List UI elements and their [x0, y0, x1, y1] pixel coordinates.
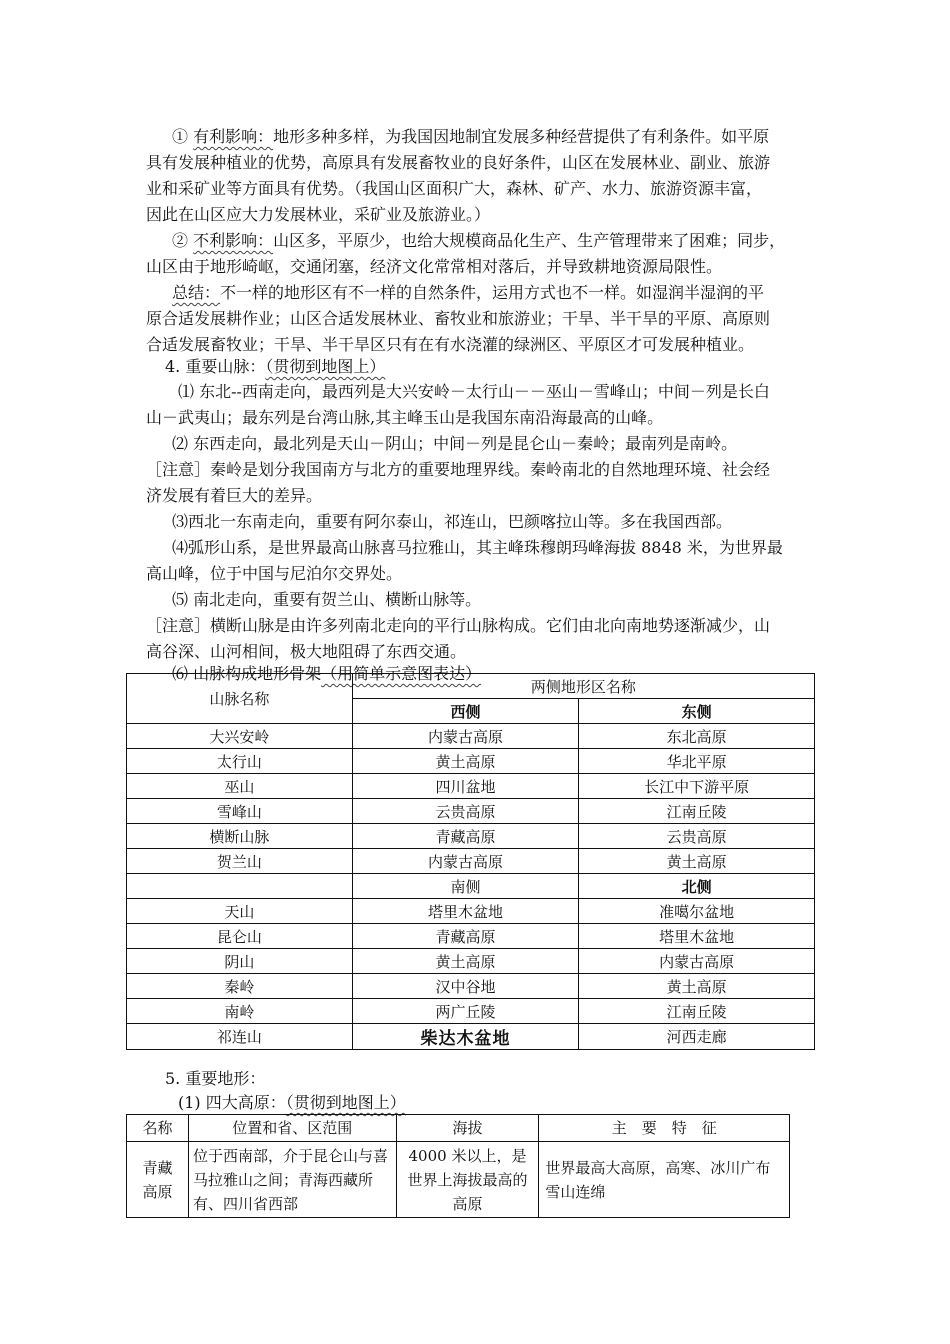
- cell-mountain: 秦岭: [127, 974, 353, 999]
- cell-side-a: 黄土高原: [352, 949, 579, 974]
- section-title: 4. 重要山脉：: [165, 357, 266, 376]
- table-row: [127, 974, 815, 999]
- cell-side-a: 青藏高原: [352, 824, 579, 849]
- table-row: [127, 1024, 815, 1050]
- para-line: [172, 229, 785, 253]
- para-line: 具有发展种植业的优势，高原具有发展畜牧业的良好条件，山区在发展林业、副业、旅游: [146, 153, 771, 172]
- mountain-table: [126, 673, 815, 1050]
- cell-side-b: 塔里木盆地: [579, 924, 815, 949]
- cell-side-b: 云贵高原: [579, 824, 815, 849]
- cell-features: 世界最高大高原，高寒、冰川广布雪山连绵: [539, 1142, 790, 1218]
- para-line-text: 不一样的地形区有不一样的自然条件，运用方式也不一样。如湿润半湿润的平: [220, 283, 765, 302]
- para-line: ⑸ 南北走向，重要有贺兰山、横断山脉等。: [172, 590, 482, 609]
- cell-altitude: 4000 米以上，是世界上海拔最高的高原: [396, 1142, 539, 1218]
- table-subheader-row: [127, 874, 815, 899]
- caption-text: ⑹ 山脉构成地形骨架: [172, 664, 322, 683]
- cell-mountain: 祁连山: [127, 1024, 353, 1050]
- cell-location: 位于西南部，介于昆仑山与喜马拉雅山之间；青海西藏所有、四川省西部: [188, 1142, 396, 1218]
- cell-mountain: 大兴安岭: [127, 724, 353, 749]
- table-row: [127, 724, 815, 749]
- table-row: [127, 899, 815, 924]
- header-west: 西侧: [352, 699, 579, 724]
- cell-side-a: 内蒙古高原: [352, 724, 579, 749]
- term-unfavorable: 不利影响：: [193, 231, 274, 250]
- table-row: [127, 999, 815, 1024]
- cell-mountain: 太行山: [127, 749, 353, 774]
- cell-side-a: 两广丘陵: [352, 999, 579, 1024]
- cell-side-a: 塔里木盆地: [352, 899, 579, 924]
- term-summary: 总结：: [172, 283, 221, 302]
- para-line: ［注意］横断山脉是由许多列南北走向的平行山脉构成。它们由北向南地势逐渐减少，山: [146, 616, 771, 635]
- table-row: [127, 799, 815, 824]
- table-header-row: [127, 674, 815, 699]
- cell-side-b: 黄土高原: [579, 974, 815, 999]
- cell-mountain: 南岭: [127, 999, 353, 1024]
- para-line: 合适发展畜牧业；干旱、半干旱区只有在有水浇灌的绿洲区、平原区才可发展种植业。: [146, 335, 755, 354]
- para-line: 高山峰，位于中国与尼泊尔交界处。: [146, 564, 403, 583]
- term-favorable: 有利影响：: [193, 127, 274, 146]
- para-line: 因此在山区应大力发展林业，采矿业及旅游业。）: [146, 205, 491, 224]
- table-row: [127, 1142, 790, 1218]
- header-east: 东侧: [579, 699, 815, 724]
- para-line: 原合适发展耕作业；山区合适发展林业、畜牧业和旅游业；干旱、半干旱的平原、高原则: [146, 309, 771, 328]
- header-sides: 两侧地形区名称: [352, 674, 814, 699]
- cell-side-a: 柴达木盆地: [352, 1024, 579, 1050]
- para-line: 山区由于地形崎岖，交通闭塞，经济文化常常相对落后，并导致耕地资源局限性。: [146, 257, 723, 276]
- table-row: [127, 849, 815, 874]
- para-line: [172, 281, 764, 305]
- cell-side-a: 汉中谷地: [352, 974, 579, 999]
- cell-side-b: 内蒙古高原: [579, 949, 815, 974]
- para-line: ⑴ 东北--西南走向，最西列是大兴安岭－太行山－－巫山－雪峰山；中间－列是长白: [178, 382, 770, 401]
- cell-empty: [127, 874, 353, 899]
- header-altitude: 海拔: [396, 1115, 539, 1142]
- table-row: [127, 824, 815, 849]
- table-row: [127, 924, 815, 949]
- cell-side-b: 江南丘陵: [579, 799, 815, 824]
- cell-plateau-name: 青藏高原: [127, 1142, 189, 1218]
- para-line: [172, 125, 769, 149]
- para-line: 高谷深、山河相间，极大地阻碍了东西交通。: [146, 642, 467, 661]
- table-row: [127, 774, 815, 799]
- para-line-num: ①: [172, 127, 194, 146]
- section-heading: [165, 355, 385, 379]
- header-features: 主 要 特 征: [539, 1115, 790, 1142]
- header-south: 南侧: [352, 874, 579, 899]
- cell-mountain: 贺兰山: [127, 849, 353, 874]
- cell-side-a: 四川盆地: [352, 774, 579, 799]
- cell-mountain: 阴山: [127, 949, 353, 974]
- para-line: 山－武夷山；最东列是台湾山脉,其主峰玉山是我国东南沿海最高的山峰。: [146, 408, 664, 427]
- cell-side-a: 云贵高原: [352, 799, 579, 824]
- para-line: ⑶西北一东南走向，重要有阿尔泰山，祁连山，巴颜喀拉山等。多在我国西部。: [172, 512, 733, 531]
- cell-mountain: 天山: [127, 899, 353, 924]
- subsection-heading: [178, 1091, 406, 1115]
- para-line-text: 山区多，平原少，也给大规模商品化生产、生产管理带来了困难；同步，: [273, 231, 786, 250]
- cell-side-b: 河西走廊: [579, 1024, 815, 1050]
- cell-mountain: 巫山: [127, 774, 353, 799]
- header-location: 位置和省、区范围: [188, 1115, 396, 1142]
- cell-side-b: 东北高原: [579, 724, 815, 749]
- table-row: [127, 949, 815, 974]
- para-line: 业和采矿业等方面具有优势。（我国山区面积广大，森林、矿产、水力、旅游资源丰富，: [146, 179, 763, 198]
- para-line: ⑷弧形山系，是世界最高山脉喜马拉雅山，其主峰珠穆朗玛峰海拔 8848 米，为世界最: [172, 538, 783, 557]
- para-line-num: ②: [172, 231, 194, 250]
- cell-side-b: 准噶尔盆地: [579, 899, 815, 924]
- cell-mountain: 昆仑山: [127, 924, 353, 949]
- plateau-table: [126, 1114, 790, 1218]
- section-note: （贯彻到地图上）: [265, 357, 386, 376]
- cell-mountain: 雪峰山: [127, 799, 353, 824]
- header-north: 北侧: [579, 874, 815, 899]
- cell-side-a: 黄土高原: [352, 749, 579, 774]
- para-line: ⑵ 东西走向，最北列是天山－阴山；中间－列是昆仑山－秦岭；最南列是南岭。: [172, 434, 738, 453]
- cell-side-a: 内蒙古高原: [352, 849, 579, 874]
- header-plateau-name: 名称: [127, 1115, 189, 1142]
- para-line: ［注意］秦岭是划分我国南方与北方的重要地理界线。秦岭南北的自然地理环境、社会经: [146, 460, 771, 479]
- cell-mountain: 横断山脉: [127, 824, 353, 849]
- cell-side-b: 江南丘陵: [579, 999, 815, 1024]
- header-mountain-name: 山脉名称: [127, 674, 353, 724]
- para-line-text: 地形多种多样，为我国因地制宜发展多种经营提供了有利条件。如平原: [273, 127, 770, 146]
- section-heading: 5. 重要地形：: [165, 1069, 266, 1088]
- caption-note: （用简单示意图表达）: [321, 664, 482, 683]
- table-header-row: [127, 1115, 790, 1142]
- subsection-title: (1) 四大高原：: [178, 1093, 286, 1112]
- table-row: [127, 749, 815, 774]
- para-line: 济发展有着巨大的差异。: [146, 486, 323, 505]
- cell-side-b: 黄土高原: [579, 849, 815, 874]
- cell-side-b: 长江中下游平原: [579, 774, 815, 799]
- cell-side-b: 华北平原: [579, 749, 815, 774]
- subsection-note: （贯彻到地图上）: [285, 1093, 406, 1112]
- cell-side-a: 青藏高原: [352, 924, 579, 949]
